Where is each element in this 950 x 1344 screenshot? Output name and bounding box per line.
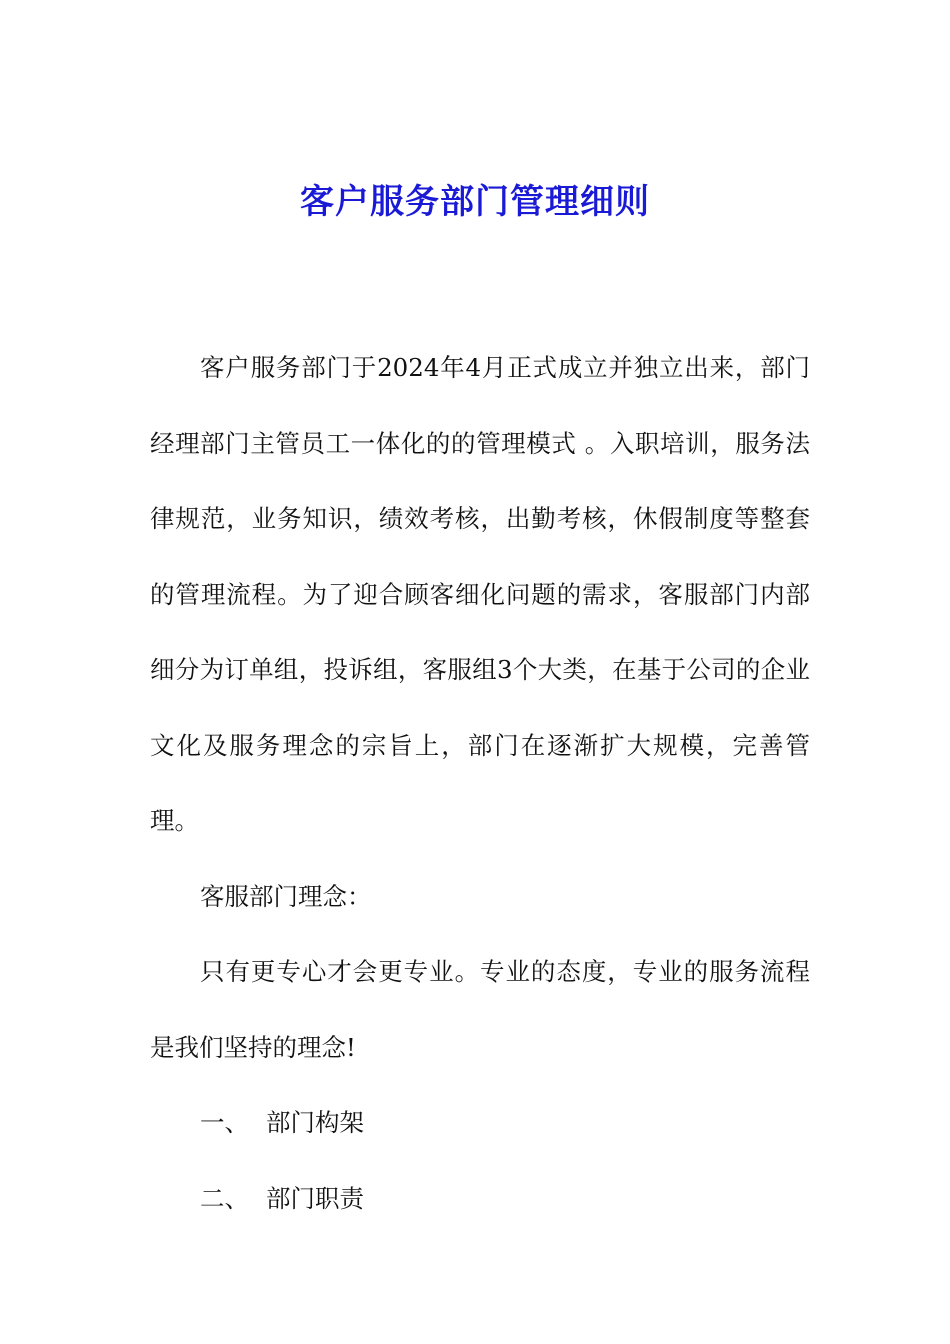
- section-heading-structure: [150, 1085, 810, 1161]
- philosophy-heading: 客服部门理念：: [200, 881, 372, 911]
- document-body: [150, 330, 810, 1236]
- section-label: 部门构架: [266, 1108, 364, 1137]
- section-number: 二、: [200, 1183, 249, 1213]
- document-title: 客户服务部门管理细则: [300, 182, 650, 222]
- section-label: 部门职责: [266, 1183, 364, 1213]
- section-heading-duties: [150, 1161, 810, 1237]
- intro-paragraph: 客户服务部门于2024年4月正式成立并独立出来，部门经理部门主管员工一体化的的管理模式 。入职培训，服务法律规范，业务知识，绩效考核，出勤考核，休假制度等整套的管理流程。为了迎合顾客细化问题的需求，客服部门内部细分为订单组，投诉组，客服组3个大类，在基于公司的企业文化及服务理念的宗旨上，部门在逐渐扩大规模，完善管理。: [150, 353, 810, 835]
- philosophy-paragraph: 只有更专心才会更专业。专业的态度，专业的服务流程是我们坚持的理念!: [150, 957, 810, 1062]
- section-number: 一、: [200, 1108, 249, 1137]
